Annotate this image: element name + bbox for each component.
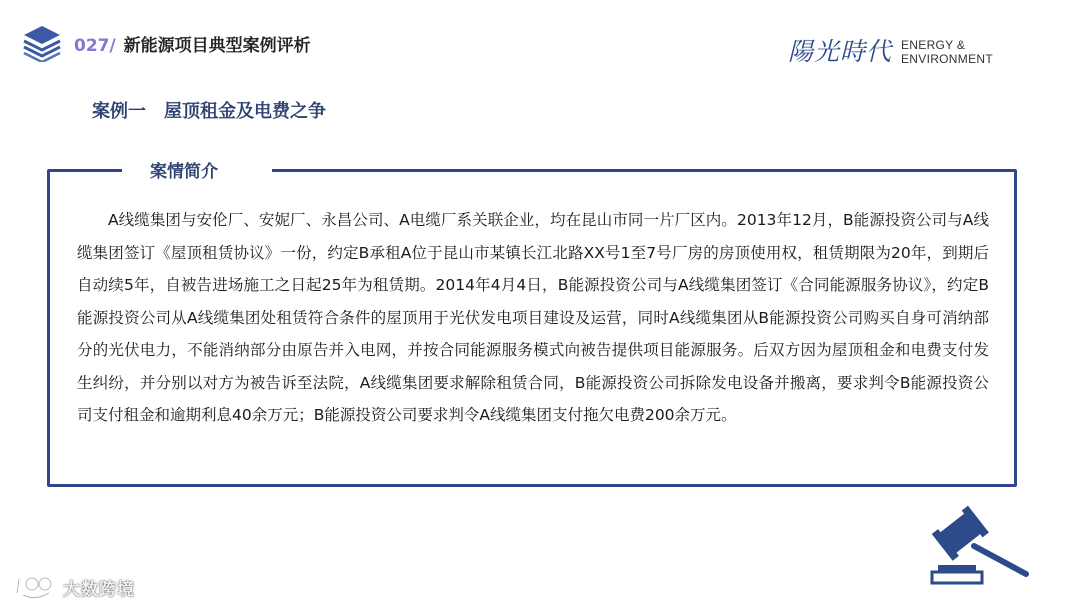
logo-chinese: 陽光時代 — [788, 37, 893, 66]
watermark-logo-icon — [13, 573, 57, 599]
case-label: 案例一 — [92, 101, 146, 122]
section-heading: 案情简介 — [150, 162, 218, 182]
watermark-text: 大数跨境 — [63, 580, 135, 600]
gavel-icon — [922, 502, 1032, 592]
logo-english — [901, 38, 993, 66]
brand-logo — [788, 32, 1003, 72]
logo-english-line2: ENVIRONMENT — [901, 52, 993, 66]
case-description: A线缆集团与安伦厂、安妮厂、永昌公司、A电缆厂系关联企业，均在昆山市同一片厂区内。2013年12月，B能源投资公司与A线缆集团签订《屋顶租赁协议》一份，约定B承租A位于昆山市某镇长江北路XX号1至7号厂房的房顶使用权，租赁期限为20年，到期后自动续5年，自被告进场施工之日起25年为租赁期。2014年4月4日，B能源投资公司与A线缆集团签订《合同能源服务协议》，约定B能源投资公司从A线缆集团处租赁符合条件的屋顶用于光伏发电项目建设及运营，同时A线缆集团从B能源投资公司购买自身可消纳部分的光伏电力，不能消纳部分由原告并入电网，并按合同能源服务模式向被告提供项目能源服务。后双方因为屋顶租金和电费支付发生纠纷，并分别以对方为被告诉至法院，A线缆集团要求解除租赁合同，B能源投资公司拆除发电设备并搬离，要求判令B能源投资公司支付租金和逾期利息40余万元；B能源投资公司要求判令A线缆集团支付拖欠电费200余万元。 — [77, 211, 989, 424]
case-title — [92, 97, 326, 123]
header-title-text: 新能源项目典型案例评析 — [123, 36, 311, 56]
case-title-text: 屋顶租金及电费之争 — [164, 101, 326, 122]
header-number: 027/ — [74, 36, 116, 56]
header-title — [74, 31, 311, 56]
layers-stack-icon — [22, 24, 62, 62]
logo-english-line1: ENERGY & — [901, 38, 966, 52]
